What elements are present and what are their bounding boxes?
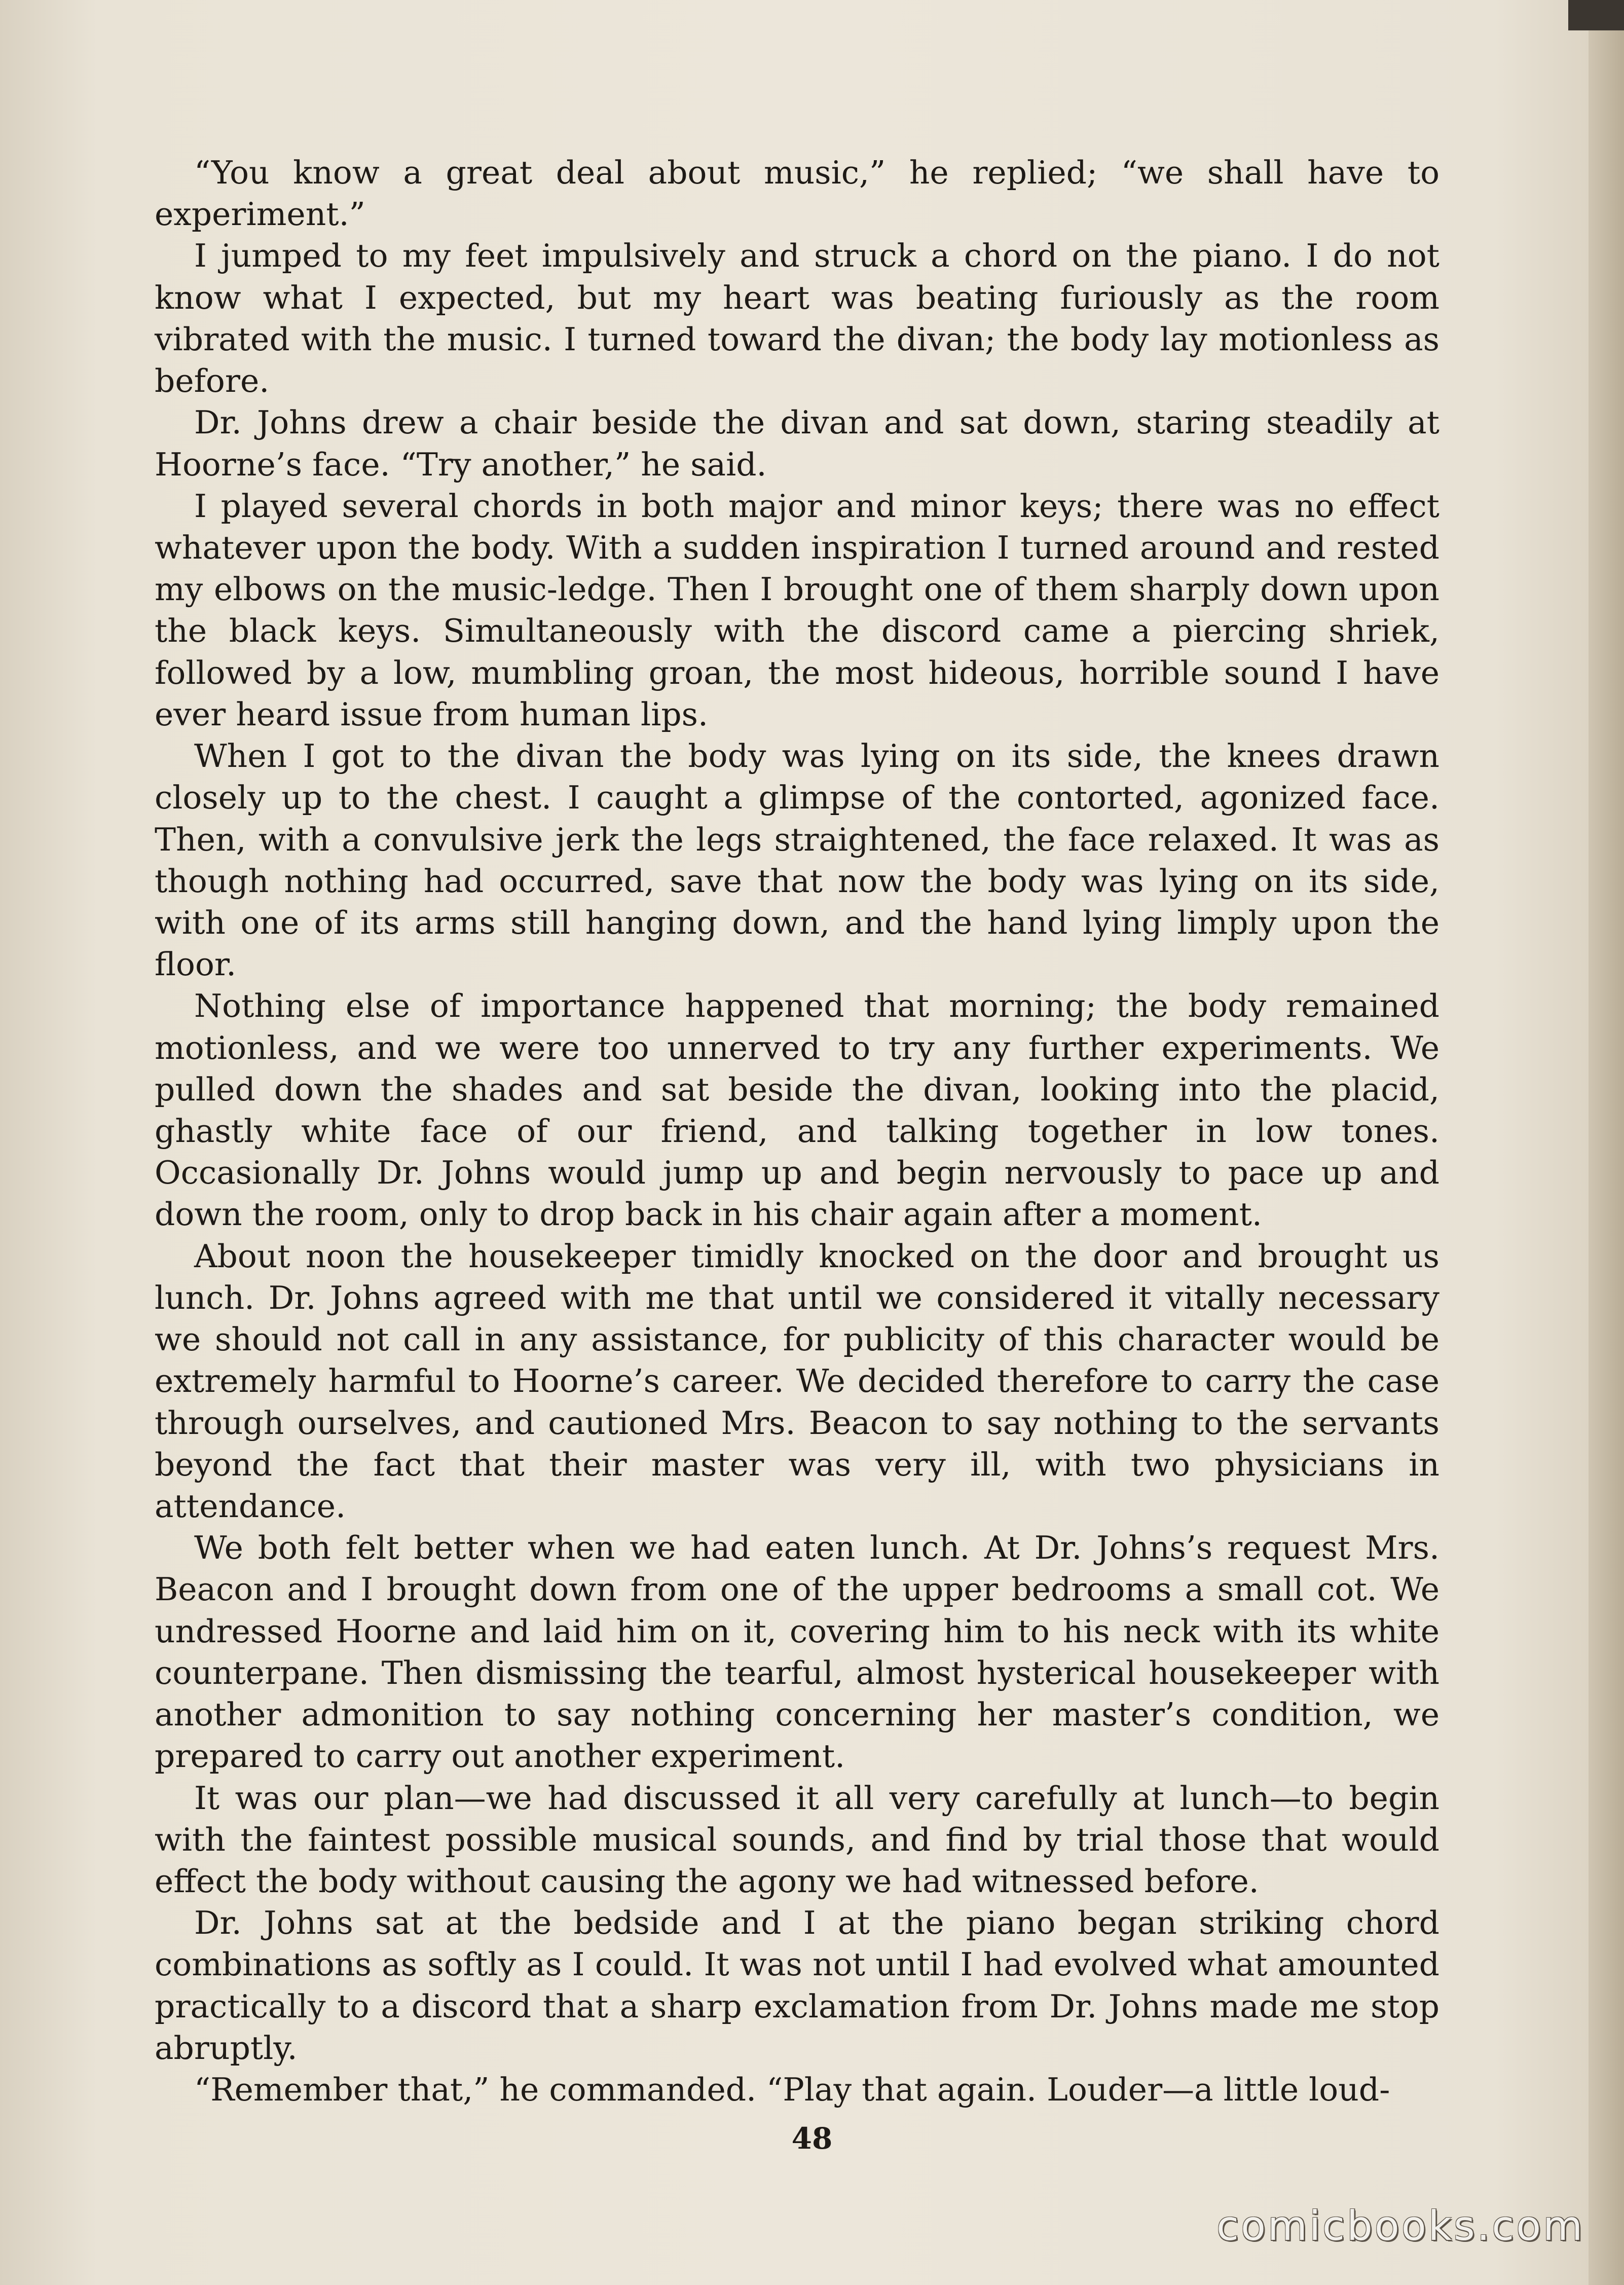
paragraph: I jumped to my feet impulsively and struck a chord on the piano. I do not know what I expected, but my heart was beating furiously as the room vibrated with the music. I turned toward the divan; the body lay motionless as before. xyxy=(155,237,1440,400)
paragraph: We both felt better when we had eaten lunch. At Dr. Johns’s request Mrs. Beacon and I brought down from one of the upper bedrooms a small cot. We undressed Hoorne and laid him on it, covering him to his neck with its white counterpane. Then dismissing the tearful, almost hysterical housekeeper with another admonition to say nothing concerning her master’s condition, we prepared to carry out another experiment. xyxy=(155,1529,1440,1775)
paragraph: Dr. Johns sat at the bedside and I at the piano began striking chord combinations as softly as I could. It was not until I had evolved what amounted practically to a discord that a sharp exclamation from Dr. Johns made me stop abruptly. xyxy=(155,1904,1440,2067)
paragraph: “Remember that,” he commanded. “Play that again. Louder—a little loud- xyxy=(194,2071,1390,2109)
paragraph: Dr. Johns drew a chair beside the divan and sat down, staring steadily at Hoorne’s face. “Try another,” he said. xyxy=(155,404,1440,483)
paragraph: “You know a great deal about music,” he replied; “we shall have to experiment.” xyxy=(155,154,1440,233)
paragraph: I played several chords in both major and minor keys; there was no effect whatever upon the body. With a sudden inspiration I turned around and rested my elbows on the music-ledge. Then I brought one of them sharply down upon the black keys. Simultaneously with the discord came a piercing shriek, followed by a low, mumbling groan, the most hideous, horrible sound I have ever heard issue from human lips. xyxy=(155,487,1440,733)
page-number: 48 xyxy=(791,2121,833,2156)
site-watermark: comicbooks.com xyxy=(1216,2202,1584,2250)
paragraph: About noon the housekeeper timidly knocked on the door and brought us lunch. Dr. Johns agreed with me that until we considered it vitally necessary we should not call in any assistance, for publicity of this character would be extremely harmful to Hoorne’s career. We decided therefore to carry the case through ourselves, and cautioned Mrs. Beacon to say nothing to the servants beyond the fact that their master was very ill, with two physicians in attendance. xyxy=(155,1237,1440,1525)
body-text xyxy=(155,152,1440,2111)
page-corner-shadow xyxy=(1568,0,1624,30)
paragraph: When I got to the divan the body was lying on its side, the knees drawn closely up to the chest. I caught a glimpse of the contorted, agonized face. Then, with a convulsive jerk the legs straightened, the face relaxed. It was as though nothing had occurred, save that now the body was lying on its side, with one of its arms still hanging down, and the hand lying limply upon the floor. xyxy=(155,738,1440,983)
paragraph: It was our plan—we had discussed it all very carefully at lunch—to begin with the faintest possible musical sounds, and find by trial those that would effect the body without causing the agony we had witnessed before. xyxy=(155,1779,1440,1900)
page-edge xyxy=(1589,0,1624,2285)
paragraph: Nothing else of importance happened that morning; the body remained motionless, and we were too unnerved to try any further experiments. We pulled down the shades and sat beside the divan, looking into the placid, ghastly white face of our friend, and talking together in low tones. Occasionally Dr. Johns would jump up and begin nervously to pace up and down the room, only to drop back in his chair again after a moment. xyxy=(155,987,1440,1233)
